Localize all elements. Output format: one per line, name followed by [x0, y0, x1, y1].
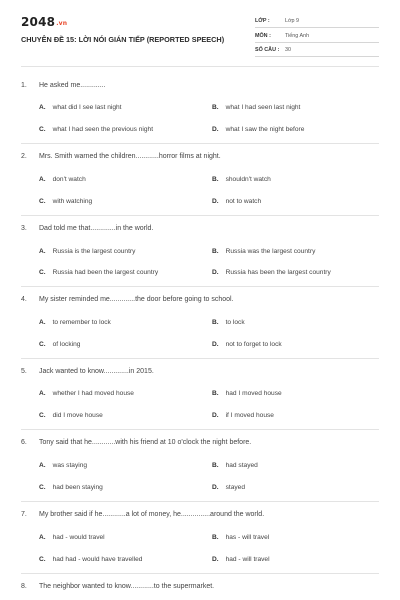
option-3b[interactable]	[212, 248, 315, 255]
option-letter: C.	[39, 126, 46, 133]
option-3c[interactable]	[39, 269, 158, 276]
option-1b[interactable]	[212, 104, 300, 111]
option-letter: D.	[212, 198, 219, 205]
option-1a[interactable]	[39, 104, 122, 111]
meta-label: SỐ CÂU :	[255, 47, 280, 53]
meta-row-subject	[255, 31, 379, 43]
question-divider	[21, 501, 379, 502]
question-number: 5.	[21, 368, 27, 375]
option-letter: D.	[212, 126, 219, 133]
header-divider	[21, 66, 379, 67]
option-letter: B.	[212, 176, 219, 183]
option-text: to lock	[225, 319, 245, 326]
option-letter: C.	[39, 484, 46, 491]
logo-main-text: 2048	[21, 15, 56, 29]
question-text: He asked me.............	[39, 82, 106, 89]
question-text: Mrs. Smith warned the children............horror films at night.	[39, 153, 221, 160]
option-text: had been staying	[52, 484, 103, 491]
option-letter: A.	[39, 534, 46, 541]
option-4b[interactable]	[212, 319, 245, 326]
question-divider	[21, 358, 379, 359]
question-text: Tony said that he............with his friend at 10 o'clock the night before.	[39, 439, 252, 446]
option-2d[interactable]	[212, 198, 261, 205]
option-text: Russia had been the largest country	[52, 269, 159, 276]
option-2c[interactable]	[39, 198, 92, 205]
option-letter: D.	[212, 269, 219, 276]
option-5a[interactable]	[39, 390, 134, 397]
option-text: what I had seen the previous night	[52, 126, 154, 133]
meta-label: MÔN :	[255, 33, 271, 39]
option-text: has - will travel	[225, 534, 270, 541]
option-letter: D.	[212, 484, 219, 491]
option-5c[interactable]	[39, 412, 103, 419]
option-4c[interactable]	[39, 341, 80, 348]
option-6c[interactable]	[39, 484, 103, 491]
option-text: had I moved house	[225, 390, 282, 397]
question-text: Jack wanted to know.............in 2015.	[39, 368, 154, 375]
option-text: had stayed	[225, 462, 258, 469]
option-6a[interactable]	[39, 462, 87, 469]
site-logo[interactable]	[21, 15, 67, 29]
option-letter: C.	[39, 556, 46, 563]
option-2b[interactable]	[212, 176, 271, 183]
option-letter: D.	[212, 556, 219, 563]
option-3d[interactable]	[212, 269, 331, 276]
option-6d[interactable]	[212, 484, 245, 491]
option-text: what I saw the night before	[225, 126, 305, 133]
option-text: of locking	[52, 341, 81, 348]
option-text: Russia was the largest country	[225, 248, 316, 255]
option-4a[interactable]	[39, 319, 111, 326]
question-number: 4.	[21, 296, 27, 303]
option-text: not to watch	[225, 198, 262, 205]
option-2a[interactable]	[39, 176, 86, 183]
option-text: if I moved house	[225, 412, 274, 419]
option-text: shouldn't watch	[225, 176, 271, 183]
question-divider	[21, 573, 379, 574]
option-letter: C.	[39, 269, 46, 276]
option-letter: B.	[212, 319, 219, 326]
option-text: was staying	[52, 462, 88, 469]
meta-row-class	[255, 16, 379, 28]
option-1c[interactable]	[39, 126, 153, 133]
option-text: had had - would have travelled	[52, 556, 143, 563]
option-letter: A.	[39, 176, 46, 183]
question-divider	[21, 286, 379, 287]
option-letter: A.	[39, 319, 46, 326]
question-text: The neighbor wanted to know............to the supermarket.	[39, 583, 215, 590]
meta-value: Tiếng Anh	[285, 33, 310, 39]
question-number: 7.	[21, 511, 27, 518]
option-text: with watching	[52, 198, 93, 205]
option-text: what did I see last night	[52, 104, 122, 111]
option-letter: C.	[39, 198, 46, 205]
option-text: Russia is the largest country	[52, 248, 136, 255]
logo-suffix: .vn	[56, 20, 68, 27]
option-letter: B.	[212, 462, 219, 469]
question-number: 1.	[21, 82, 27, 89]
document-header	[0, 0, 400, 66]
question-divider	[21, 143, 379, 144]
option-letter: A.	[39, 462, 46, 469]
option-7c[interactable]	[39, 556, 142, 563]
option-text: whether I had moved house	[52, 390, 134, 397]
option-letter: C.	[39, 341, 46, 348]
question-divider	[21, 429, 379, 430]
option-text: what I had seen last night	[225, 104, 301, 111]
meta-label: LỚP :	[255, 18, 270, 24]
option-5b[interactable]	[212, 390, 282, 397]
option-letter: D.	[212, 412, 219, 419]
option-text: had - would travel	[52, 534, 105, 541]
option-text: had - will travel	[225, 556, 270, 563]
option-text: Russia has been the largest country	[225, 269, 331, 276]
document-title: CHUYÊN ĐỀ 15: LỜI NÓI GIÁN TIẾP (REPORTED SPEECH)	[21, 35, 225, 44]
option-letter: C.	[39, 412, 46, 419]
question-text: Dad told me that.............in the world.	[39, 225, 154, 232]
meta-value: Lớp 9	[285, 18, 300, 24]
option-letter: A.	[39, 248, 46, 255]
option-letter: A.	[39, 104, 46, 111]
option-4d[interactable]	[212, 341, 282, 348]
option-3a[interactable]	[39, 248, 135, 255]
meta-value: 30	[285, 47, 291, 53]
option-text: did I move house	[52, 412, 103, 419]
option-text: stayed	[225, 484, 246, 491]
question-number: 6.	[21, 439, 27, 446]
option-text: to remember to lock	[52, 319, 111, 326]
option-5d[interactable]	[212, 412, 274, 419]
option-7b[interactable]	[212, 534, 269, 541]
option-1d[interactable]	[212, 126, 304, 133]
option-6b[interactable]	[212, 462, 258, 469]
option-7a[interactable]	[39, 534, 105, 541]
option-text: don't watch	[52, 176, 86, 183]
option-letter: B.	[212, 248, 219, 255]
option-letter: A.	[39, 390, 46, 397]
option-7d[interactable]	[212, 556, 270, 563]
option-letter: B.	[212, 104, 219, 111]
option-letter: B.	[212, 534, 219, 541]
question-number: 2.	[21, 153, 27, 160]
option-letter: D.	[212, 341, 219, 348]
question-text: My brother said if he............a lot of money, he...............around the world.	[39, 511, 265, 518]
meta-row-count	[255, 45, 379, 57]
question-text: My sister reminded me.............the door before going to school.	[39, 296, 234, 303]
option-text: not to forget to lock	[225, 341, 282, 348]
question-number: 8.	[21, 583, 27, 590]
option-letter: B.	[212, 390, 219, 397]
question-divider	[21, 215, 379, 216]
question-number: 3.	[21, 225, 27, 232]
